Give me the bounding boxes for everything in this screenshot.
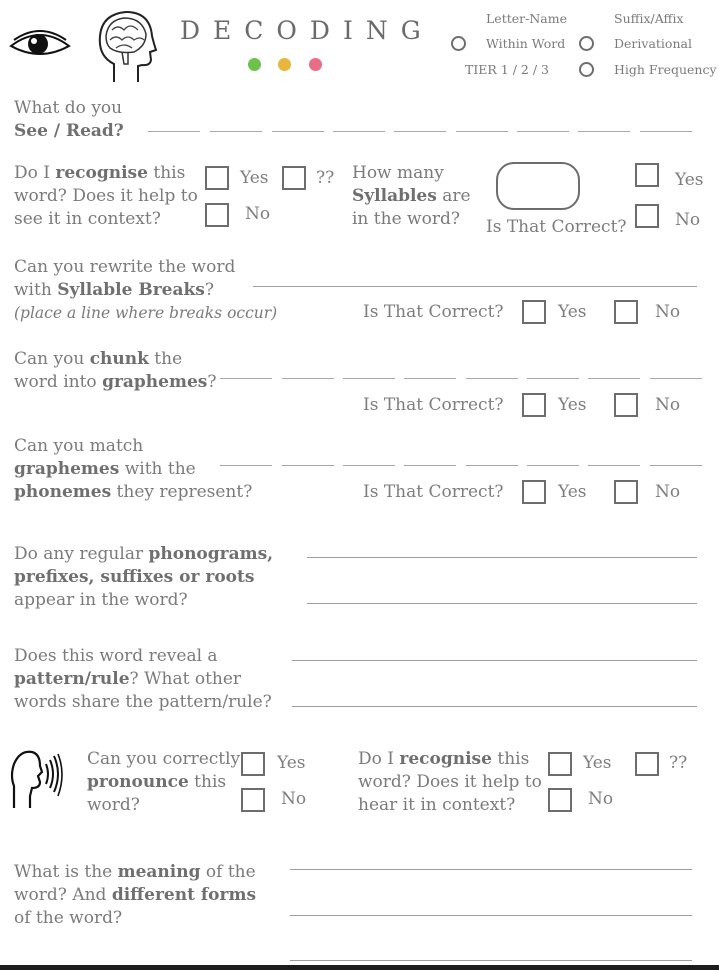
option-letter-name: Letter-Name xyxy=(486,11,567,26)
recognise-hear-unsure-label: ?? xyxy=(669,753,688,773)
recognise-hear-no-label: No xyxy=(588,789,614,809)
syllables-no-label: No xyxy=(675,210,701,230)
recognise-hear-no-checkbox[interactable] xyxy=(548,788,572,812)
pronounce-no-checkbox[interactable] xyxy=(241,788,265,812)
syllable-breaks-no-checkbox[interactable] xyxy=(614,300,638,324)
chunk-correct-label: Is That Correct? xyxy=(363,395,504,415)
pronounce-yes-checkbox[interactable] xyxy=(241,752,265,776)
syllables-correct-label: Is That Correct? xyxy=(486,217,627,237)
recognise-see-no-checkbox[interactable] xyxy=(205,203,229,227)
syllable-breaks-correct-label: Is That Correct? xyxy=(363,302,504,322)
tier-dot-green xyxy=(248,58,261,71)
syllable-breaks-yes-checkbox[interactable] xyxy=(522,300,546,324)
recognise-see-yes-checkbox[interactable] xyxy=(205,166,229,190)
option-high-frequency: High Frequency xyxy=(614,62,717,77)
question-see-read: What do you See / Read? xyxy=(14,98,124,141)
recognise-see-unsure-checkbox[interactable] xyxy=(282,166,306,190)
radio-derivational[interactable] xyxy=(579,36,594,51)
tier-dot-yellow xyxy=(278,58,291,71)
eye-icon xyxy=(8,22,72,70)
phonograms-answer-line-2[interactable] xyxy=(307,603,697,604)
question-meaning: What is the meaning of the word? And different forms of the word? xyxy=(14,862,257,928)
option-within-word: Within Word xyxy=(486,36,566,51)
speaking-head-icon xyxy=(8,748,64,810)
chunk-no-checkbox[interactable] xyxy=(614,393,638,417)
chunk-yes-label: Yes xyxy=(558,395,587,415)
question-recognise-hear: Do I recognise this word? Does it help to hear it in context? xyxy=(358,749,542,815)
page-title: DECODING xyxy=(180,16,434,45)
chunk-no-label: No xyxy=(655,395,681,415)
option-suffix-affix: Suffix/Affix xyxy=(614,11,684,26)
match-no-label: No xyxy=(655,482,681,502)
question-phonograms: Do any regular phonograms, prefixes, suffixes or roots appear in the word? xyxy=(14,544,274,610)
recognise-see-no-label: No xyxy=(245,204,271,224)
meaning-answer-line-2[interactable] xyxy=(290,915,692,916)
question-syllable-breaks: Can you rewrite the word with Syllable Breaks? (place a line where breaks occur) xyxy=(14,257,278,322)
meaning-answer-line-3[interactable] xyxy=(290,960,692,961)
radio-within-word[interactable] xyxy=(451,36,466,51)
syllable-breaks-answer-line[interactable] xyxy=(253,286,697,287)
question-pronounce: Can you correctly pronounce this word? xyxy=(87,749,241,815)
question-recognise-see: Do I recognise this word? Does it help to see it in context? xyxy=(14,163,198,229)
syllable-breaks-no-label: No xyxy=(655,302,681,322)
pattern-answer-line-2[interactable] xyxy=(292,706,697,707)
recognise-hear-yes-label: Yes xyxy=(583,753,612,773)
option-derivational: Derivational xyxy=(614,36,692,51)
brain-head-icon xyxy=(94,8,158,84)
tier-dot-pink xyxy=(309,58,322,71)
question-pattern-rule: Does this word reveal a pattern/rule? What other words share the pattern/rule? xyxy=(14,646,272,712)
question-chunk: Can you chunk the word into graphemes? xyxy=(14,349,217,392)
question-syllables: How many Syllables are in the word? xyxy=(352,163,471,229)
question-match-phonemes: Can you match graphemes with the phonemes they represent? xyxy=(14,436,253,502)
tier-label: TIER 1 / 2 / 3 xyxy=(465,62,549,77)
match-yes-checkbox[interactable] xyxy=(522,480,546,504)
recognise-hear-yes-checkbox[interactable] xyxy=(548,752,572,776)
match-yes-label: Yes xyxy=(558,482,587,502)
phonograms-answer-line-1[interactable] xyxy=(307,557,697,558)
chunk-yes-checkbox[interactable] xyxy=(522,393,546,417)
match-correct-label: Is That Correct? xyxy=(363,482,504,502)
pattern-answer-line-1[interactable] xyxy=(292,660,697,661)
pronounce-no-label: No xyxy=(281,789,307,809)
page-bottom-border xyxy=(0,965,719,970)
recognise-hear-unsure-checkbox[interactable] xyxy=(635,752,659,776)
pronounce-yes-label: Yes xyxy=(277,753,306,773)
syllable-count-field[interactable] xyxy=(496,162,580,210)
syllables-yes-checkbox[interactable] xyxy=(635,163,659,187)
recognise-see-yes-label: Yes xyxy=(240,168,269,188)
syllable-breaks-yes-label: Yes xyxy=(558,302,587,322)
radio-high-frequency[interactable] xyxy=(579,62,594,77)
syllables-no-checkbox[interactable] xyxy=(635,204,659,228)
match-no-checkbox[interactable] xyxy=(614,480,638,504)
meaning-answer-line-1[interactable] xyxy=(290,869,692,870)
syllables-yes-label: Yes xyxy=(675,170,704,190)
recognise-see-unsure-label: ?? xyxy=(316,168,335,188)
